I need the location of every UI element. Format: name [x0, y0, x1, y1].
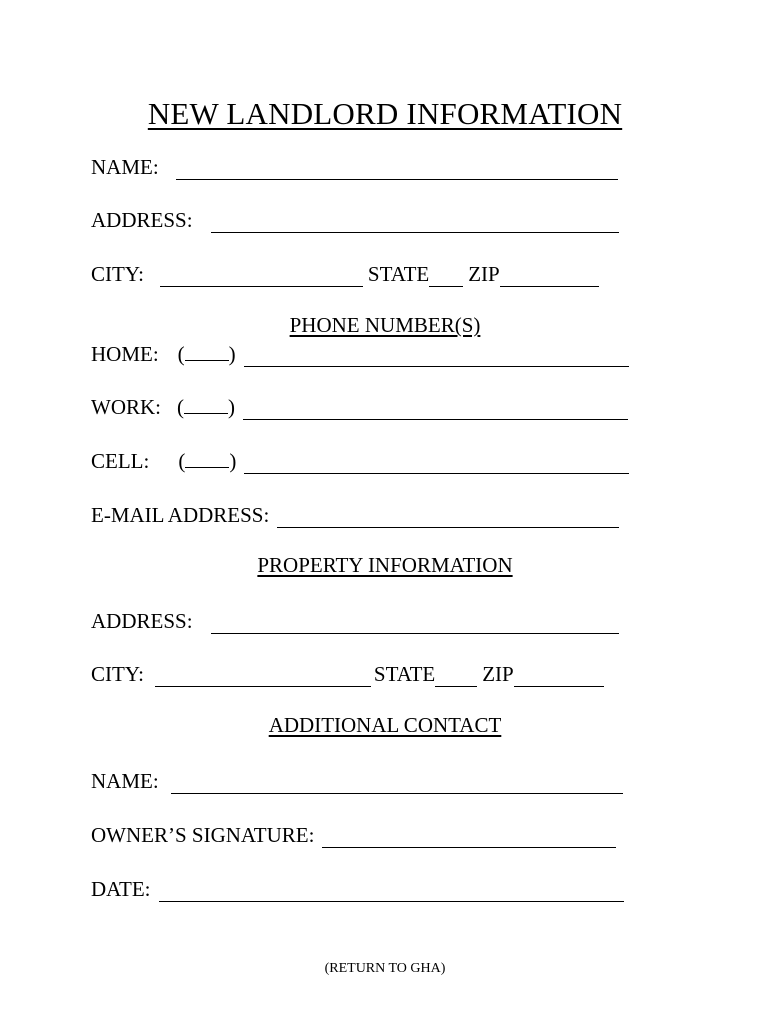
home-phone-field[interactable]	[244, 344, 629, 367]
form-title: NEW LANDLORD INFORMATION	[147, 96, 623, 131]
property-state-label: STATE	[373, 662, 436, 686]
landlord-city-field[interactable]	[160, 264, 363, 287]
landlord-city-row	[91, 257, 599, 287]
close-paren: )	[229, 449, 237, 473]
email-row	[91, 498, 619, 528]
landlord-state-field[interactable]	[429, 264, 463, 287]
property-state-field[interactable]	[435, 664, 477, 687]
property-city-label: CITY:	[91, 662, 144, 686]
landlord-state-label: STATE	[367, 262, 430, 286]
property-address-label: ADDRESS:	[91, 609, 193, 633]
close-paren: )	[228, 395, 235, 419]
work-phone-field[interactable]	[243, 397, 628, 420]
work-area-code[interactable]	[177, 393, 235, 420]
date-field[interactable]	[159, 879, 624, 902]
date-row	[91, 872, 624, 902]
date-label: DATE:	[91, 877, 151, 901]
work-phone-label: WORK:	[91, 395, 161, 419]
additional-name-label: NAME:	[91, 769, 159, 793]
property-address-row	[91, 604, 619, 634]
property-information-heading: PROPERTY INFORMATION	[257, 553, 513, 577]
close-paren: )	[228, 342, 236, 366]
landlord-zip-label: ZIP	[468, 262, 500, 286]
landlord-zip-field[interactable]	[500, 264, 599, 287]
property-address-field[interactable]	[211, 611, 619, 634]
email-field[interactable]	[277, 505, 619, 528]
cell-area-code-field[interactable]	[185, 447, 229, 468]
landlord-name-row	[91, 150, 618, 180]
open-paren: (	[177, 342, 185, 366]
property-city-field[interactable]	[155, 664, 371, 687]
open-paren: (	[177, 395, 184, 419]
property-city-row	[91, 657, 604, 687]
cell-phone-row	[91, 444, 629, 474]
open-paren: (	[178, 449, 186, 473]
landlord-name-label: NAME:	[91, 155, 159, 179]
property-zip-label: ZIP	[482, 662, 514, 686]
home-phone-row	[91, 337, 629, 367]
phone-numbers-heading: PHONE NUMBER(S)	[289, 313, 481, 337]
additional-contact-heading: ADDITIONAL CONTACT	[268, 713, 502, 737]
home-phone-label: HOME:	[91, 342, 159, 366]
work-area-code-field[interactable]	[184, 393, 228, 414]
cell-phone-field[interactable]	[244, 451, 629, 474]
landlord-address-field[interactable]	[211, 210, 619, 233]
owner-signature-row	[91, 818, 616, 848]
cell-phone-label: CELL:	[91, 449, 150, 473]
owner-signature-field[interactable]	[322, 825, 616, 848]
landlord-address-row	[91, 203, 619, 233]
home-area-code-field[interactable]	[185, 340, 229, 361]
additional-name-row	[91, 764, 623, 794]
landlord-city-label: CITY:	[91, 262, 144, 286]
work-phone-row	[91, 390, 628, 420]
owner-signature-label: OWNER’S SIGNATURE:	[91, 823, 315, 847]
landlord-name-field[interactable]	[176, 157, 618, 180]
cell-area-code[interactable]	[178, 447, 236, 474]
property-zip-field[interactable]	[514, 664, 604, 687]
return-to-gha-note: (RETURN TO GHA)	[324, 961, 446, 976]
additional-name-field[interactable]	[171, 771, 623, 794]
email-label: E-MAIL ADDRESS:	[91, 503, 270, 527]
home-area-code[interactable]	[178, 340, 236, 367]
landlord-address-label: ADDRESS:	[91, 208, 193, 232]
